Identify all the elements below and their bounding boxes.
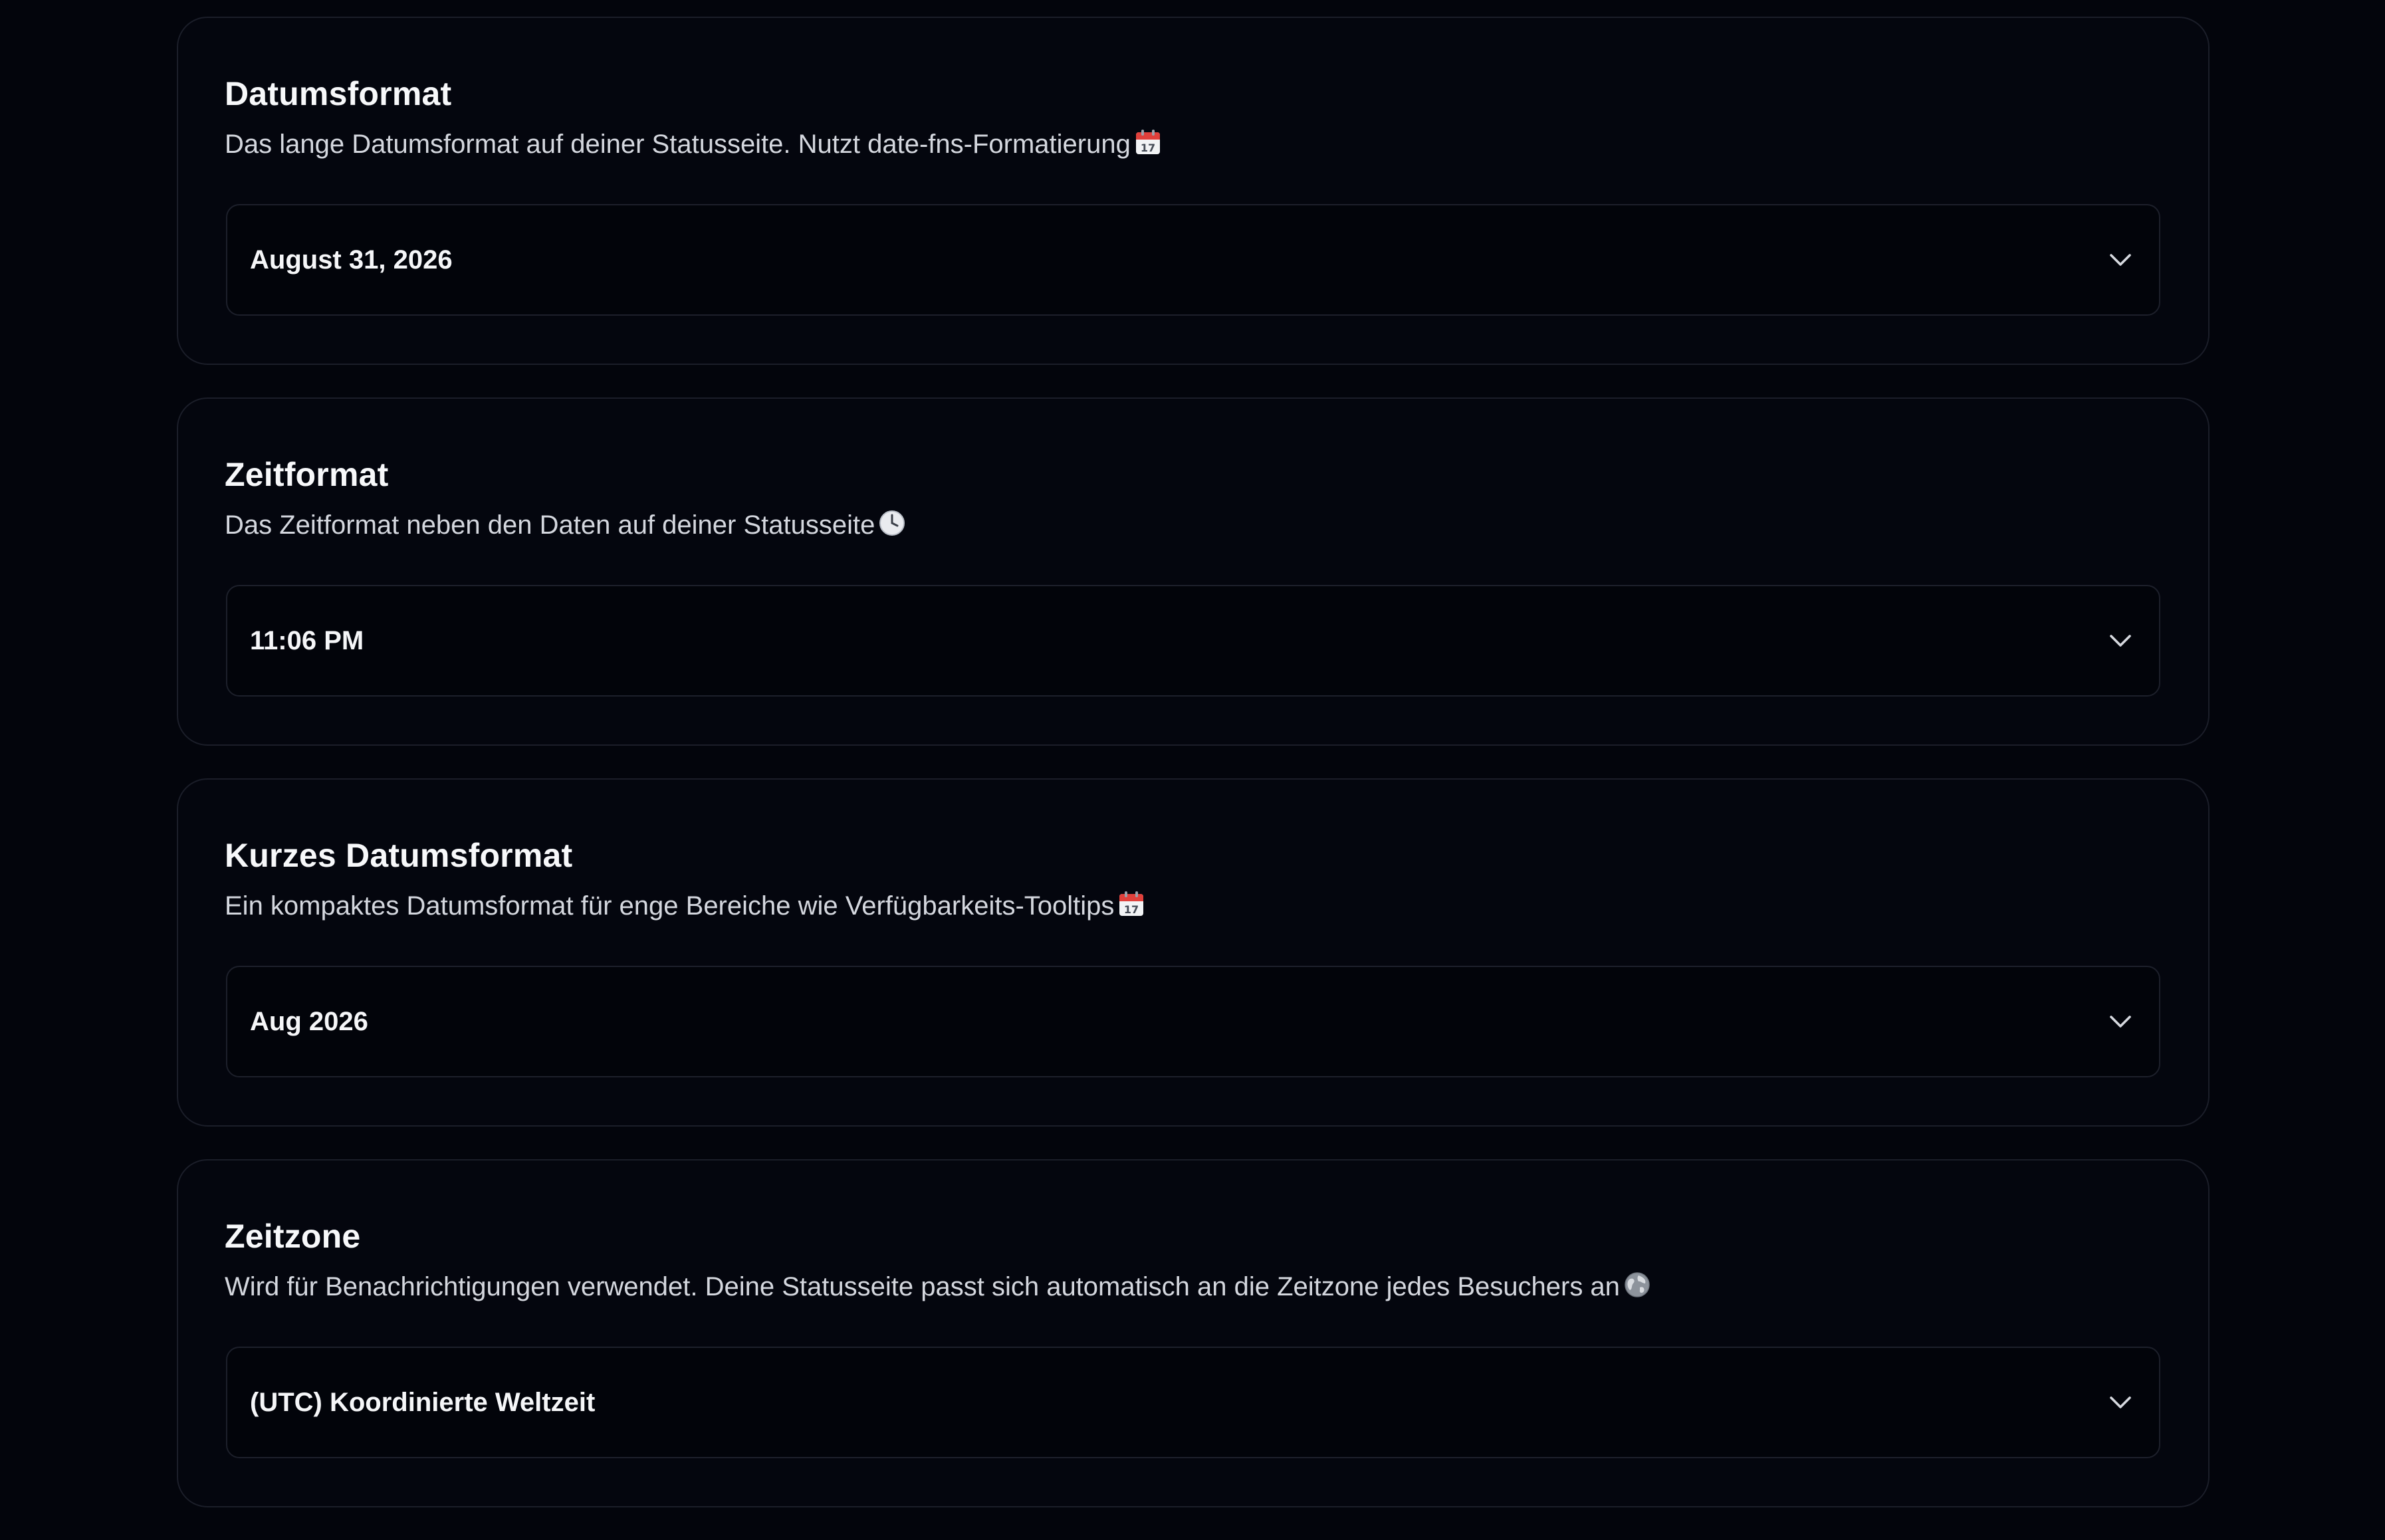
calendar-icon (1135, 129, 1161, 164)
short-date-format-description (225, 889, 1145, 926)
short-date-format-select[interactable] (226, 966, 2160, 1077)
globe-icon (1624, 1271, 1650, 1307)
chevron-down-icon (2108, 1011, 2132, 1032)
clock-icon (879, 510, 905, 545)
calendar-icon (1118, 891, 1145, 926)
timezone-description (225, 1269, 1650, 1307)
svg-text:17: 17 (1124, 903, 1139, 916)
chevron-down-icon (2108, 249, 2132, 271)
date-format-title: Datumsformat (225, 75, 452, 112)
date-format-card (177, 17, 2210, 365)
timezone-select[interactable] (226, 1347, 2160, 1458)
chevron-down-icon (2108, 1392, 2132, 1413)
timezone-selected-value: (UTC) Koordinierte Weltzeit (250, 1388, 596, 1417)
short-date-format-card (177, 778, 2210, 1127)
date-format-selected-value: August 31, 2026 (250, 245, 453, 275)
short-date-format-selected-value: Aug 2026 (250, 1007, 368, 1036)
timezone-description-text: Wird für Benachrichtigungen verwendet. Deine Statusseite passt sich automatisch an die Zeitzone jedes Besuchers an (225, 1272, 1620, 1301)
date-format-description (225, 127, 1161, 164)
time-format-description (225, 508, 905, 545)
time-format-select[interactable] (226, 585, 2160, 697)
timezone-card (177, 1159, 2210, 1507)
date-format-description-text: Das lange Datumsformat auf deiner Statusseite. Nutzt date-fns-Formatierung (225, 130, 1131, 159)
short-date-format-title: Kurzes Datumsformat (225, 837, 573, 874)
chevron-down-icon (2108, 630, 2132, 651)
settings-stack (177, 17, 2210, 1540)
short-date-format-description-text: Ein kompaktes Datumsformat für enge Bereiche wie Verfügbarkeits-Tooltips (225, 891, 1115, 921)
svg-text:17: 17 (1140, 142, 1155, 154)
time-format-card (177, 397, 2210, 746)
time-format-title: Zeitformat (225, 456, 389, 493)
time-format-selected-value: 11:06 PM (250, 626, 364, 655)
timezone-title: Zeitzone (225, 1218, 361, 1255)
date-format-select[interactable] (226, 204, 2160, 316)
time-format-description-text: Das Zeitformat neben den Daten auf deiner Statusseite (225, 510, 875, 540)
